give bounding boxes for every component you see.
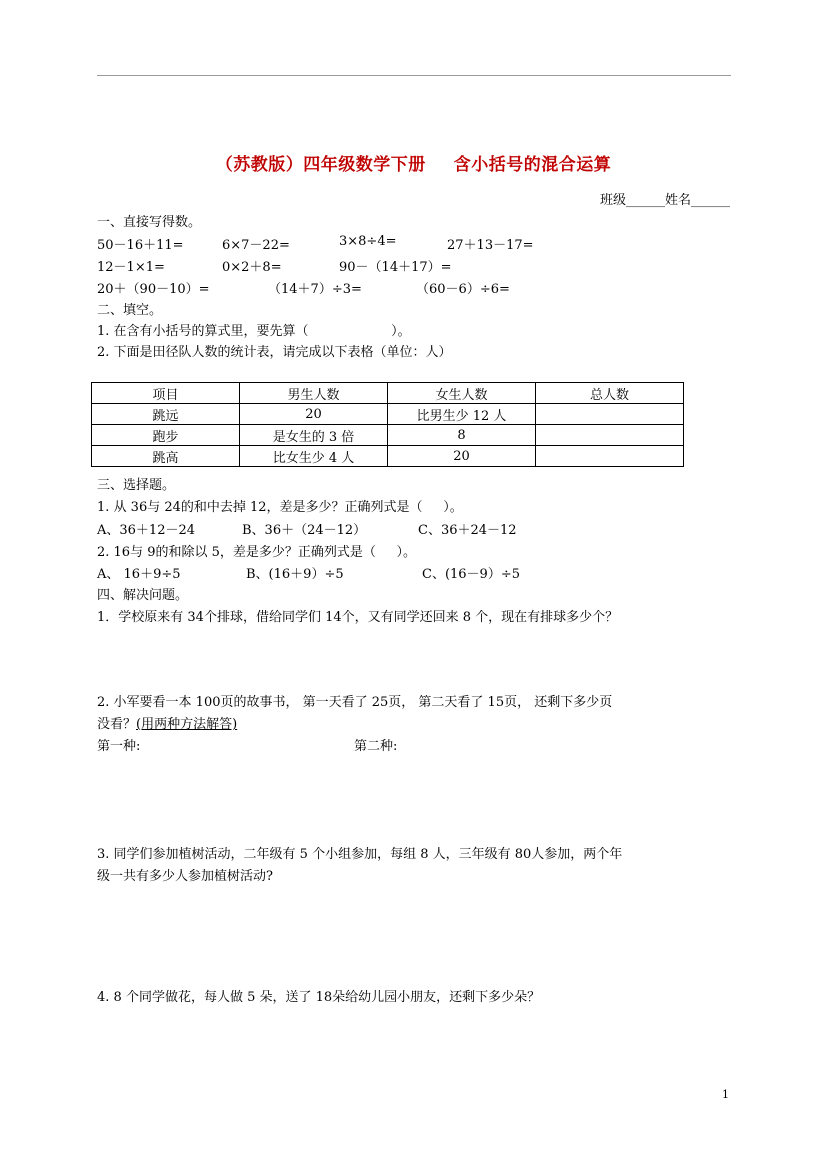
table-cell: 20: [388, 446, 536, 467]
page-title: [0, 150, 827, 175]
table-header: 女生人数: [388, 383, 536, 404]
table-cell-blank[interactable]: [536, 446, 684, 467]
calc-7: 90－（14＋17）=: [339, 260, 452, 275]
table-cell-blank[interactable]: [536, 425, 684, 446]
method-2-label: 第二种:: [354, 739, 398, 754]
table-header: 项目: [92, 383, 240, 404]
calc-4: 27＋13－17=: [447, 238, 534, 253]
table-cell: 比女生少 4 人: [240, 446, 388, 467]
calc-10: （60－6）÷6=: [416, 282, 510, 297]
method-1-label: 第一种:: [97, 739, 141, 754]
fill-question-2: 2. 下面是田径队人数的统计表，请完成以下表格（单位：人）: [97, 345, 452, 360]
problem-2-hint: (用两种方法解答): [136, 717, 238, 732]
calc-3: 3×8÷4=: [339, 234, 397, 249]
section4-heading: 四、解决问题。: [97, 588, 189, 603]
choice-1-option-b[interactable]: B、36＋（24－12）: [242, 523, 367, 538]
choice-2-option-b[interactable]: B、(16＋9）÷5: [246, 567, 344, 582]
table-cell: 是女生的 3 倍: [240, 425, 388, 446]
table-cell: 8: [388, 425, 536, 446]
table-cell: 跳高: [92, 446, 240, 467]
choice-1-option-a[interactable]: A、36＋12－24: [97, 523, 196, 538]
title-part-2: 含小括号的混合运算: [453, 155, 612, 175]
calc-5: 12－1×1=: [97, 260, 165, 275]
table-header: 总人数: [536, 383, 684, 404]
table-cell: 跳远: [92, 404, 240, 425]
table-cell: 20: [240, 404, 388, 425]
choice-2-option-c[interactable]: C、(16－9）÷5: [422, 567, 520, 582]
page-number: 1: [722, 1088, 729, 1101]
class-name-line: 班级______姓名______: [599, 193, 730, 208]
title-part-1: （苏教版）四年级数学下册: [215, 155, 426, 175]
problem-2-line-2: [97, 713, 237, 732]
problem-3-line-1: 3. 同学们参加植树活动，二年级有 5 个小组参加，每组 8 人，三年级有 80人参加，两个年: [97, 847, 623, 862]
table-cell: 跑步: [92, 425, 240, 446]
table-row: [92, 404, 684, 425]
table-header-row: [92, 383, 684, 404]
team-stats-table: [91, 382, 684, 467]
calc-2: 6×7－22=: [222, 238, 290, 253]
problem-4: 4. 8 个同学做花，每人做 5 朵，送了 18朵给幼儿园小朋友，还剩下多少朵？: [97, 990, 541, 1005]
section2-heading: 二、填空。: [97, 303, 163, 318]
calc-8: 20＋（90－10）=: [97, 282, 210, 297]
choice-question-1: 1. 从 36与 24的和中去掉 12，差是多少？正确列式是（ ）。: [97, 500, 463, 515]
problem-3-line-2: 级一共有多少人参加植树活动?: [97, 869, 273, 884]
choice-1-option-c[interactable]: C、36＋24－12: [418, 523, 517, 538]
choice-2-option-a[interactable]: A、 16＋9÷5: [97, 567, 181, 582]
header-rule: [97, 75, 731, 76]
calc-6: 0×2＋8=: [222, 260, 282, 275]
table-row: [92, 446, 684, 467]
section1-heading: 一、直接写得数。: [97, 215, 202, 230]
calc-9: （14＋7）÷3=: [268, 282, 362, 297]
calc-1: 50－16＋11=: [97, 238, 184, 253]
problem-1: 1．学校原来有 34个排球，借给同学们 14个，又有同学还回来 8 个，现在有排球多少个？: [97, 610, 619, 625]
fill-question-1: 1. 在含有小括号的算式里，要先算（ ）。: [97, 324, 411, 339]
table-cell-blank[interactable]: [536, 404, 684, 425]
table-row: [92, 425, 684, 446]
problem-2-text: 没看？: [97, 717, 137, 732]
table-cell: 比男生少 12 人: [388, 404, 536, 425]
problem-2-line-1: 2. 小军要看一本 100页的故事书， 第一天看了 25页， 第二天看了 15页， 还剩下多少页: [97, 695, 613, 710]
choice-question-2: 2. 16与 9的和除以 5，差是多少？正确列式是（ ）。: [97, 545, 417, 560]
table-header: 男生人数: [240, 383, 388, 404]
section3-heading: 三、选择题。: [97, 478, 176, 493]
